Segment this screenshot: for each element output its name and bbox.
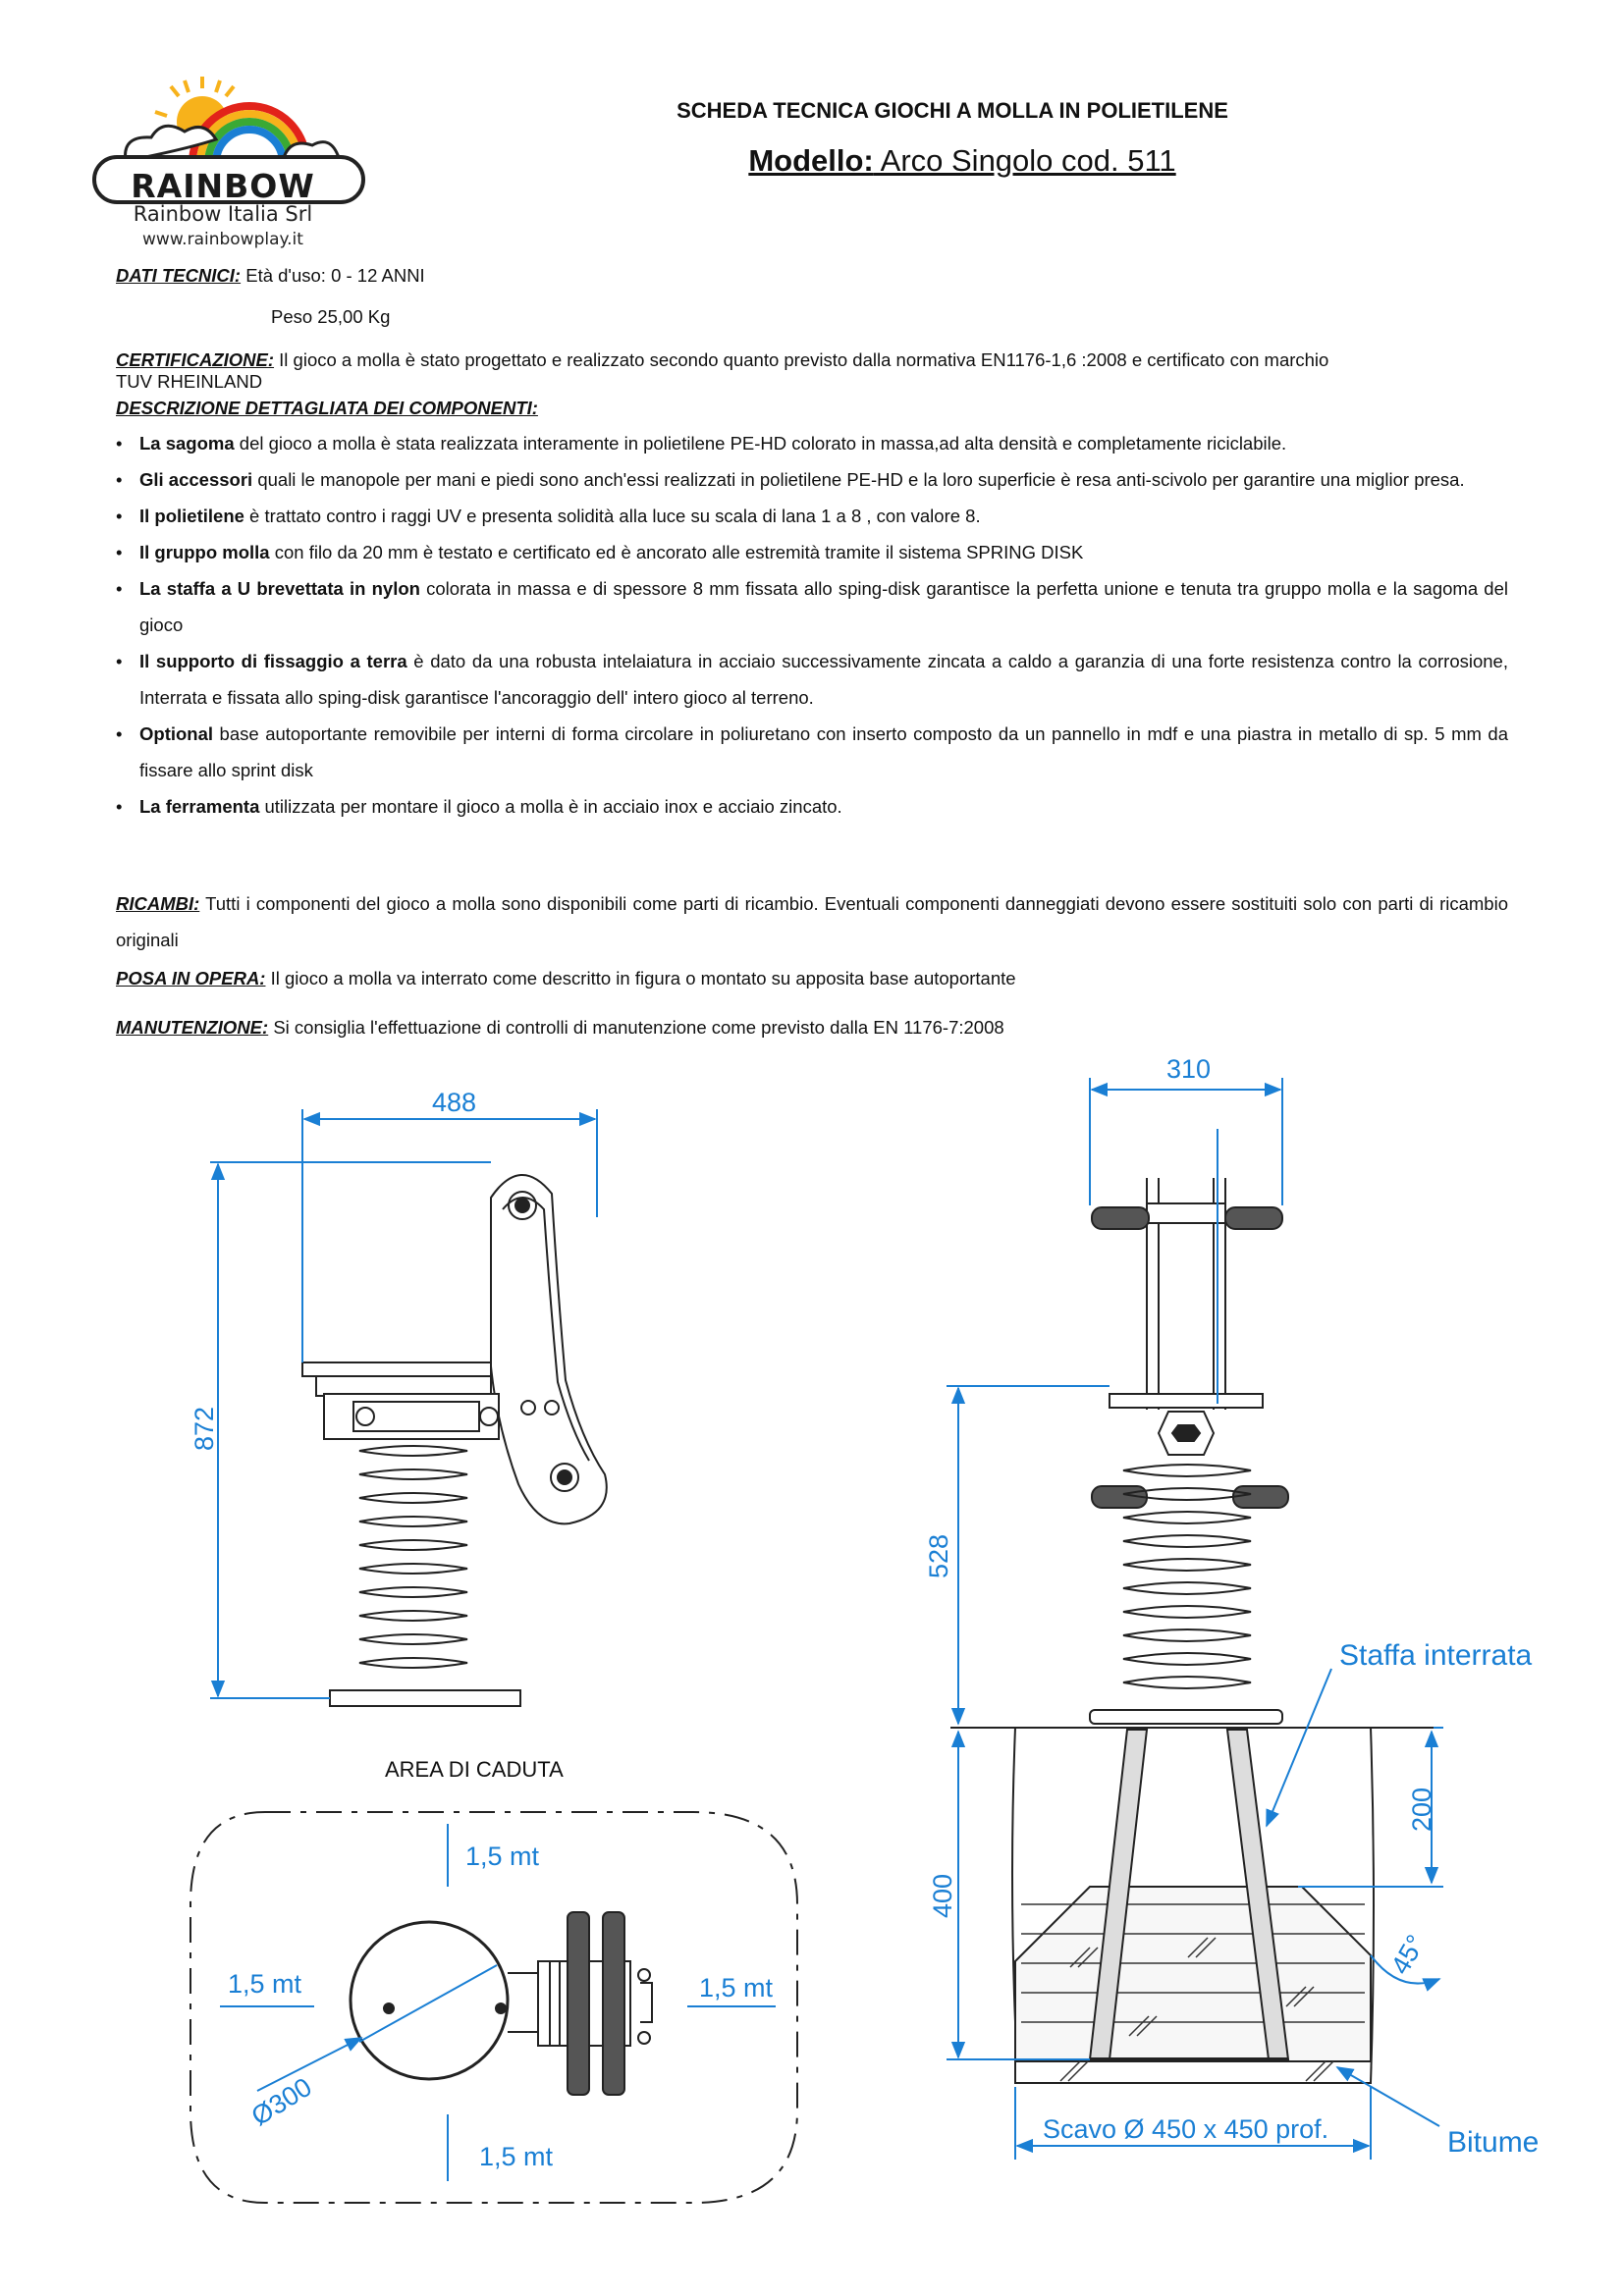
eta-uso: Età d'uso: 0 - 12 ANNI [245,265,425,286]
right-grip [1225,1207,1282,1229]
fall-area-top: 1,5 mt [465,1842,540,1871]
dim-side-height: 872 [189,1406,220,1452]
logo-name: RAINBOW [131,167,315,205]
list-item: • La ferramenta utilizzata per montare il gioco a molla è in acciaio inox e acciaio zincato. [116,788,1508,825]
dim-side-width: 488 [432,1088,477,1117]
left-grip [1092,1207,1149,1229]
list-item: • La sagoma del gioco a molla è stata realizzata interamente in polietilene PE-HD colorato in massa,ad alta densità e completamente riciclabile. [116,425,1508,461]
seat-diameter: Ø300 [245,2071,317,2132]
list-item: • La staffa a U brevettata in nylon colorata in massa e di spessore 8 mm fissata allo sping-disk garantisce la perfetta unione e tenuta tra gruppo molla e la sagoma del gioco [116,570,1508,643]
dim-depth-200: 200 [1407,1787,1437,1833]
label-staffa-interrata: Staffa interrata [1339,1639,1533,1672]
label-scavo: Scavo Ø 450 x 450 prof. [1043,2114,1329,2144]
ricambi-label: RICAMBI: [116,893,200,914]
model-label: Modello: [748,143,874,178]
dim-depth-400: 400 [928,1873,958,1919]
peso: Peso 25,00 Kg [271,306,391,327]
list-item: • Il gruppo molla con filo da 20 mm è testato e certificato ed è ancorato alle estremità tramite il sistema SPRING DISK [116,534,1508,570]
list-item: • Gli accessori quali le manopole per mani e piedi sono anch'essi realizzati in polietilene PE-HD e la loro superficie è resa anti-scivolo per garantire una miglior presa. [116,461,1508,498]
model-value: Arco Singolo cod. 511 [873,143,1176,178]
right-foot-grip [1233,1486,1288,1508]
ricambi-text: Tutti i componenti del gioco a molla sono disponibili come parti di ricambio. Eventuali componenti danneggiati devono essere sostituiti solo con parti di ricambio originali [116,893,1508,950]
fall-area-title: AREA DI CADUTA [385,1757,564,1782]
certificazione-text: Il gioco a molla è stato progettato e realizzato secondo quanto previsto dalla normativa EN1176-1,6 :2008 e certificato con marchio [274,349,1329,370]
dim-front-height: 528 [924,1533,954,1579]
seat [302,1362,491,1376]
posa-label: POSA IN OPERA: [116,968,266,988]
document-title: SCHEDA TECNICA GIOCHI A MOLLA IN POLIETILENE [677,98,1228,123]
certificazione-text-2: TUV RHEINLAND [116,371,263,392]
logo-company: Rainbow Italia Srl [133,202,313,226]
manutenzione-text: Si consiglia l'effettuazione di controlli di manutenzione come previsto dalla EN 1176-7:2008 [268,1017,1004,1038]
posa-text: Il gioco a molla va interrato come descritto in figura o montato su apposita base autoportante [265,968,1016,988]
dim-angle: 45° [1384,1930,1432,1980]
spring [359,1446,467,1668]
label-bitume: Bitume [1447,2126,1540,2159]
list-item: • Il polietilene è trattato contro i raggi UV e presenta solidità alla luce su scala di lana 1 a 8 , con valore 8. [116,498,1508,534]
dati-tecnici-label: DATI TECNICI: [116,265,242,286]
manutenzione-label: MANUTENZIONE [116,1017,263,1038]
descrizione-label: DESCRIZIONE DETTAGLIATA DEI COMPONENTI: [116,398,538,418]
manutenzione-sep: : [262,1017,269,1038]
front-view [950,1178,1434,2083]
dim-front-width: 310 [1166,1054,1212,1084]
side-view [302,1175,607,1706]
handle-arch [491,1175,607,1523]
list-item: • Il supporto di fissaggio a terra è dato da una robusta intelaiatura in acciaio successivamente zincata a caldo a garanzia di una forte resistenza contro la corrosione, Interrata e fissata allo sping-disk garantisce l'ancoraggio dell' intero gioco al terreno. [116,643,1508,716]
seat-top [351,1922,508,2079]
fall-area-bottom: 1,5 mt [479,2142,554,2171]
logo-website: www.rainbowplay.it [142,230,303,249]
fall-area-right: 1,5 mt [699,1973,774,2002]
certificazione-label: CERTIFICAZIONE: [116,349,275,370]
fall-area-left: 1,5 mt [228,1969,302,1999]
list-item: • Optional base autoportante removibile per interni di forma circolare in poliuretano con inserto composto da un pannello in mdf e una piastra in metallo di sp. 5 mm da fissare allo sprint disk [116,716,1508,788]
